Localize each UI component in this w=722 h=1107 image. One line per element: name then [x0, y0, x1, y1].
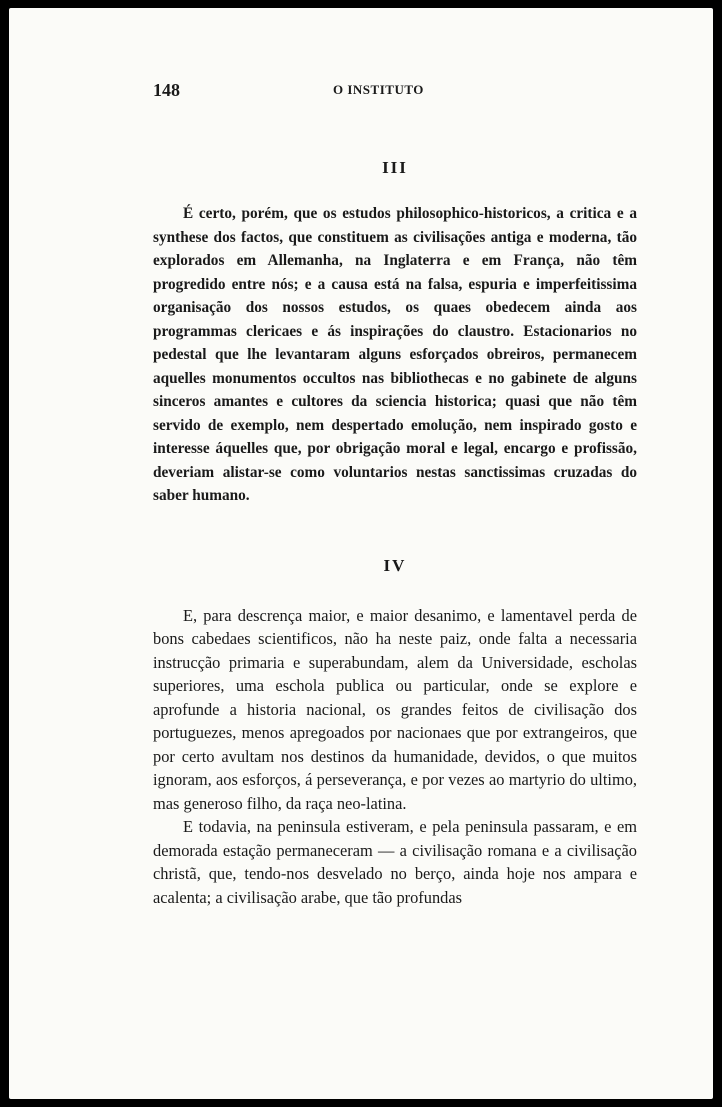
page-number: 148 [153, 80, 180, 100]
paragraph: É certo, porém, que os estudos philosophico-historicos, a critica e a synthese dos factos, que constituem as civilisações antiga e moderna, tão explorados em Allemanha, na Inglaterra e em França, não têm progredido entre nós; e a causa está na falsa, espuria e imperfeitissima organisação dos nossos estudos, os quaes obedecem ainda aos programmas clericaes e ás inspirações do claustro. Estacionarios no pedestal que lhe levantaram alguns esforçados obreiros, permanecem aquelles monumentos occultos nas bibliothecas e no gabinete de alguns sinceros amantes e cultores da sciencia historica; quasi que não têm servido de exemplo, nem despertado emolução, nem inspirado gosto e interesse áquelles que, por obrigação moral e legal, encargo e profissão, deveriam alistar-se como voluntarios nestas sanctissimas cruzadas do saber humano. [153, 205, 637, 504]
section-iv-text [153, 604, 637, 910]
page-content [153, 80, 637, 909]
section-heading-iv: IV [383, 555, 407, 575]
running-head [153, 80, 637, 104]
section-heading-iii: III [382, 158, 408, 177]
book-page [9, 8, 713, 1099]
paragraph: E, para descrença maior, e maior desanimo, e lamentavel perda de bons cabedaes scientificos, não ha neste paiz, onde falta a necessaria instrucção primaria e superabundam, alem da Universidade, escholas superiores, uma eschola publica ou particular, onde se explore e aprofunde a historia nacional, os grandes feitos de civilisação dos portuguezes, menos apregoados por nacionaes que por extrangeiros, que por certo avultam nos destinos da humanidade, devidos, o que muitos ignoram, aos esforços, á perseverança, e por vezes ao martyrio do ultimo, mas generoso filho, da raça neo-latina. [153, 605, 637, 813]
section-iii-text [153, 202, 637, 508]
paragraph: E todavia, na peninsula estiveram, e pela peninsula passaram, e em demorada estação permaneceram — a civilisação romana e a civilisação christã, que, tendo-nos desvelado no berço, ainda hoje nos ampara e acalenta; a civilisação arabe, que tão profundas [153, 817, 637, 907]
running-title: O INSTITUTO [333, 82, 424, 97]
